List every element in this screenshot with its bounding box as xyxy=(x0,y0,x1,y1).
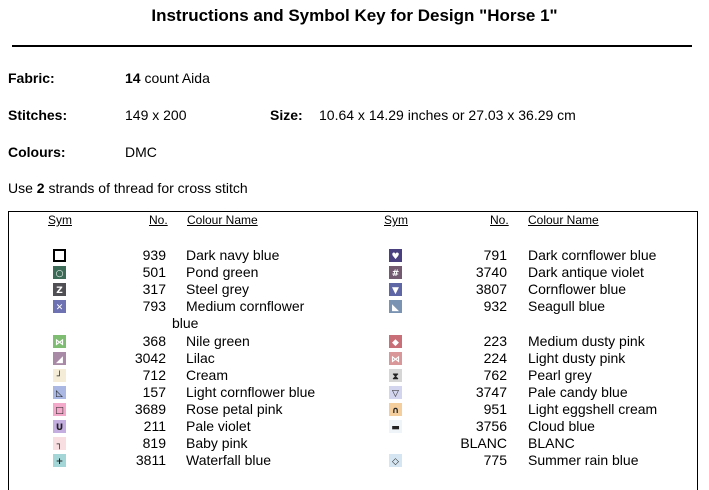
x-cross-icon: ✕ xyxy=(53,300,66,313)
bar-icon: ▬ xyxy=(389,420,402,433)
dmc-number: 224 xyxy=(483,350,507,366)
page-title: Instructions and Symbol Key for Design "Horse 1" xyxy=(151,6,558,25)
diamond-icon: ◆ xyxy=(389,335,402,348)
table-row xyxy=(9,281,697,298)
dmc-number: 939 xyxy=(142,247,166,263)
colour-name: Summer rain blue xyxy=(528,452,639,468)
fabric-type: count Aida xyxy=(144,70,210,86)
instructions-prefix: Use xyxy=(8,180,33,196)
table-row xyxy=(9,401,697,418)
dmc-number: 211 xyxy=(143,418,166,434)
triangle-outline-down-icon: ▽ xyxy=(389,386,402,399)
dmc-number: 223 xyxy=(483,333,507,349)
arch-icon: ∩ xyxy=(389,403,402,416)
colour-name: Steel grey xyxy=(186,281,250,297)
colour-name: Cornflower blue xyxy=(528,281,627,297)
colour-name: Pearl grey xyxy=(528,367,592,383)
colour-name: Light cornflower blue xyxy=(186,384,316,400)
z-letter-icon: Z xyxy=(53,283,66,296)
colour-name: Rose petal pink xyxy=(186,401,283,417)
dmc-number: 157 xyxy=(142,384,166,400)
heart-icon: ♥ xyxy=(389,249,402,262)
table-row xyxy=(9,384,697,401)
header-colour-right: Colour Name xyxy=(528,213,599,227)
hash-icon: # xyxy=(389,266,402,279)
dmc-number: 3042 xyxy=(134,350,166,366)
dmc-number: 951 xyxy=(483,401,507,417)
thread-instructions xyxy=(8,180,248,196)
header-no-left: No. xyxy=(149,213,168,227)
fabric-value xyxy=(125,70,210,86)
colour-name: Pale violet xyxy=(186,418,251,434)
dmc-number: 791 xyxy=(483,247,507,263)
size-value: 10.64 x 14.29 inches or 27.03 x 36.29 cm xyxy=(319,107,576,123)
title-divider xyxy=(12,45,692,47)
dmc-number: 819 xyxy=(142,435,166,451)
dmc-number: 3756 xyxy=(475,418,507,434)
dmc-number: 3811 xyxy=(135,452,166,468)
circle-icon: ○ xyxy=(53,266,66,279)
colour-name: Light dusty pink xyxy=(528,350,626,366)
bowtie-icon: ⋈ xyxy=(53,335,66,348)
stitches-value: 149 x 200 xyxy=(125,107,187,123)
dmc-number: 3689 xyxy=(134,401,166,417)
dmc-number: 368 xyxy=(142,333,166,349)
colour-name-continued: blue xyxy=(172,315,199,331)
dmc-number: 793 xyxy=(142,298,166,314)
dmc-number: 775 xyxy=(483,452,507,468)
triangle-down-icon: ▼ xyxy=(389,283,402,296)
colour-name: BLANC xyxy=(528,435,575,451)
corner-top-icon: ┐ xyxy=(53,437,66,450)
colour-name: Pond green xyxy=(186,264,259,280)
instructions-suffix: strands of thread for cross stitch xyxy=(48,180,248,196)
colour-name: Pale candy blue xyxy=(528,384,628,400)
header-sym-left: Sym xyxy=(48,213,72,227)
triangle-icon: ◢ xyxy=(53,352,66,365)
blank-icon xyxy=(389,437,402,450)
dmc-number: 3747 xyxy=(475,384,507,400)
colour-name: Medium cornflower xyxy=(186,298,305,314)
colour-name: Dark antique violet xyxy=(528,264,644,280)
square-small-icon: □ xyxy=(53,403,66,416)
dmc-number: 762 xyxy=(483,367,507,383)
symbol-key-table xyxy=(8,211,698,490)
table-row xyxy=(9,435,697,452)
colour-name: Dark navy blue xyxy=(186,247,280,263)
triangle-corner-icon: ◣ xyxy=(389,300,402,313)
table-row xyxy=(9,264,697,281)
table-row xyxy=(9,367,697,384)
dmc-number: 932 xyxy=(483,298,507,314)
dmc-number: 712 xyxy=(142,367,166,383)
header-colour-left: Colour Name xyxy=(187,213,258,227)
colour-name: Baby pink xyxy=(186,435,248,451)
colour-name: Waterfall blue xyxy=(186,452,272,468)
stitches-label: Stitches: xyxy=(8,107,68,123)
table-row xyxy=(9,452,697,469)
dmc-number: 3740 xyxy=(475,264,507,280)
header-sym-right: Sym xyxy=(384,213,408,227)
colour-name: Cream xyxy=(186,367,229,383)
strand-count: 2 xyxy=(36,180,45,196)
colour-name: Medium dusty pink xyxy=(528,333,645,349)
hourglass-icon: ⧗ xyxy=(389,369,402,382)
size-label: Size: xyxy=(270,107,303,123)
bowtie-icon: ⋈ xyxy=(389,352,402,365)
fabric-count: 14 xyxy=(125,70,141,86)
table-row xyxy=(9,418,697,435)
fabric-label: Fabric: xyxy=(8,70,55,86)
table-row xyxy=(9,247,697,264)
table-row xyxy=(9,333,697,350)
diamond-outline-icon: ◇ xyxy=(389,454,402,467)
colour-name: Nile green xyxy=(186,333,250,349)
dmc-number: 3807 xyxy=(475,281,507,297)
plus-icon: + xyxy=(53,454,66,467)
colours-value: DMC xyxy=(125,144,157,160)
colour-name: Seagull blue xyxy=(528,298,606,314)
colour-name: Light eggshell cream xyxy=(528,401,658,417)
corner-icon: ┘ xyxy=(53,369,66,382)
u-letter-icon: U xyxy=(53,420,66,433)
table-row xyxy=(9,350,697,367)
dmc-number: 317 xyxy=(142,281,166,297)
dmc-number: 501 xyxy=(142,264,166,280)
header-no-right: No. xyxy=(490,213,509,227)
angle-icon: ◺ xyxy=(53,386,66,399)
colour-name: Dark cornflower blue xyxy=(528,247,657,263)
colour-name: Cloud blue xyxy=(528,418,595,434)
colours-label: Colours: xyxy=(8,144,66,160)
dmc-number: BLANC xyxy=(460,435,507,451)
colour-name: Lilac xyxy=(186,350,215,366)
table-row xyxy=(9,298,697,315)
